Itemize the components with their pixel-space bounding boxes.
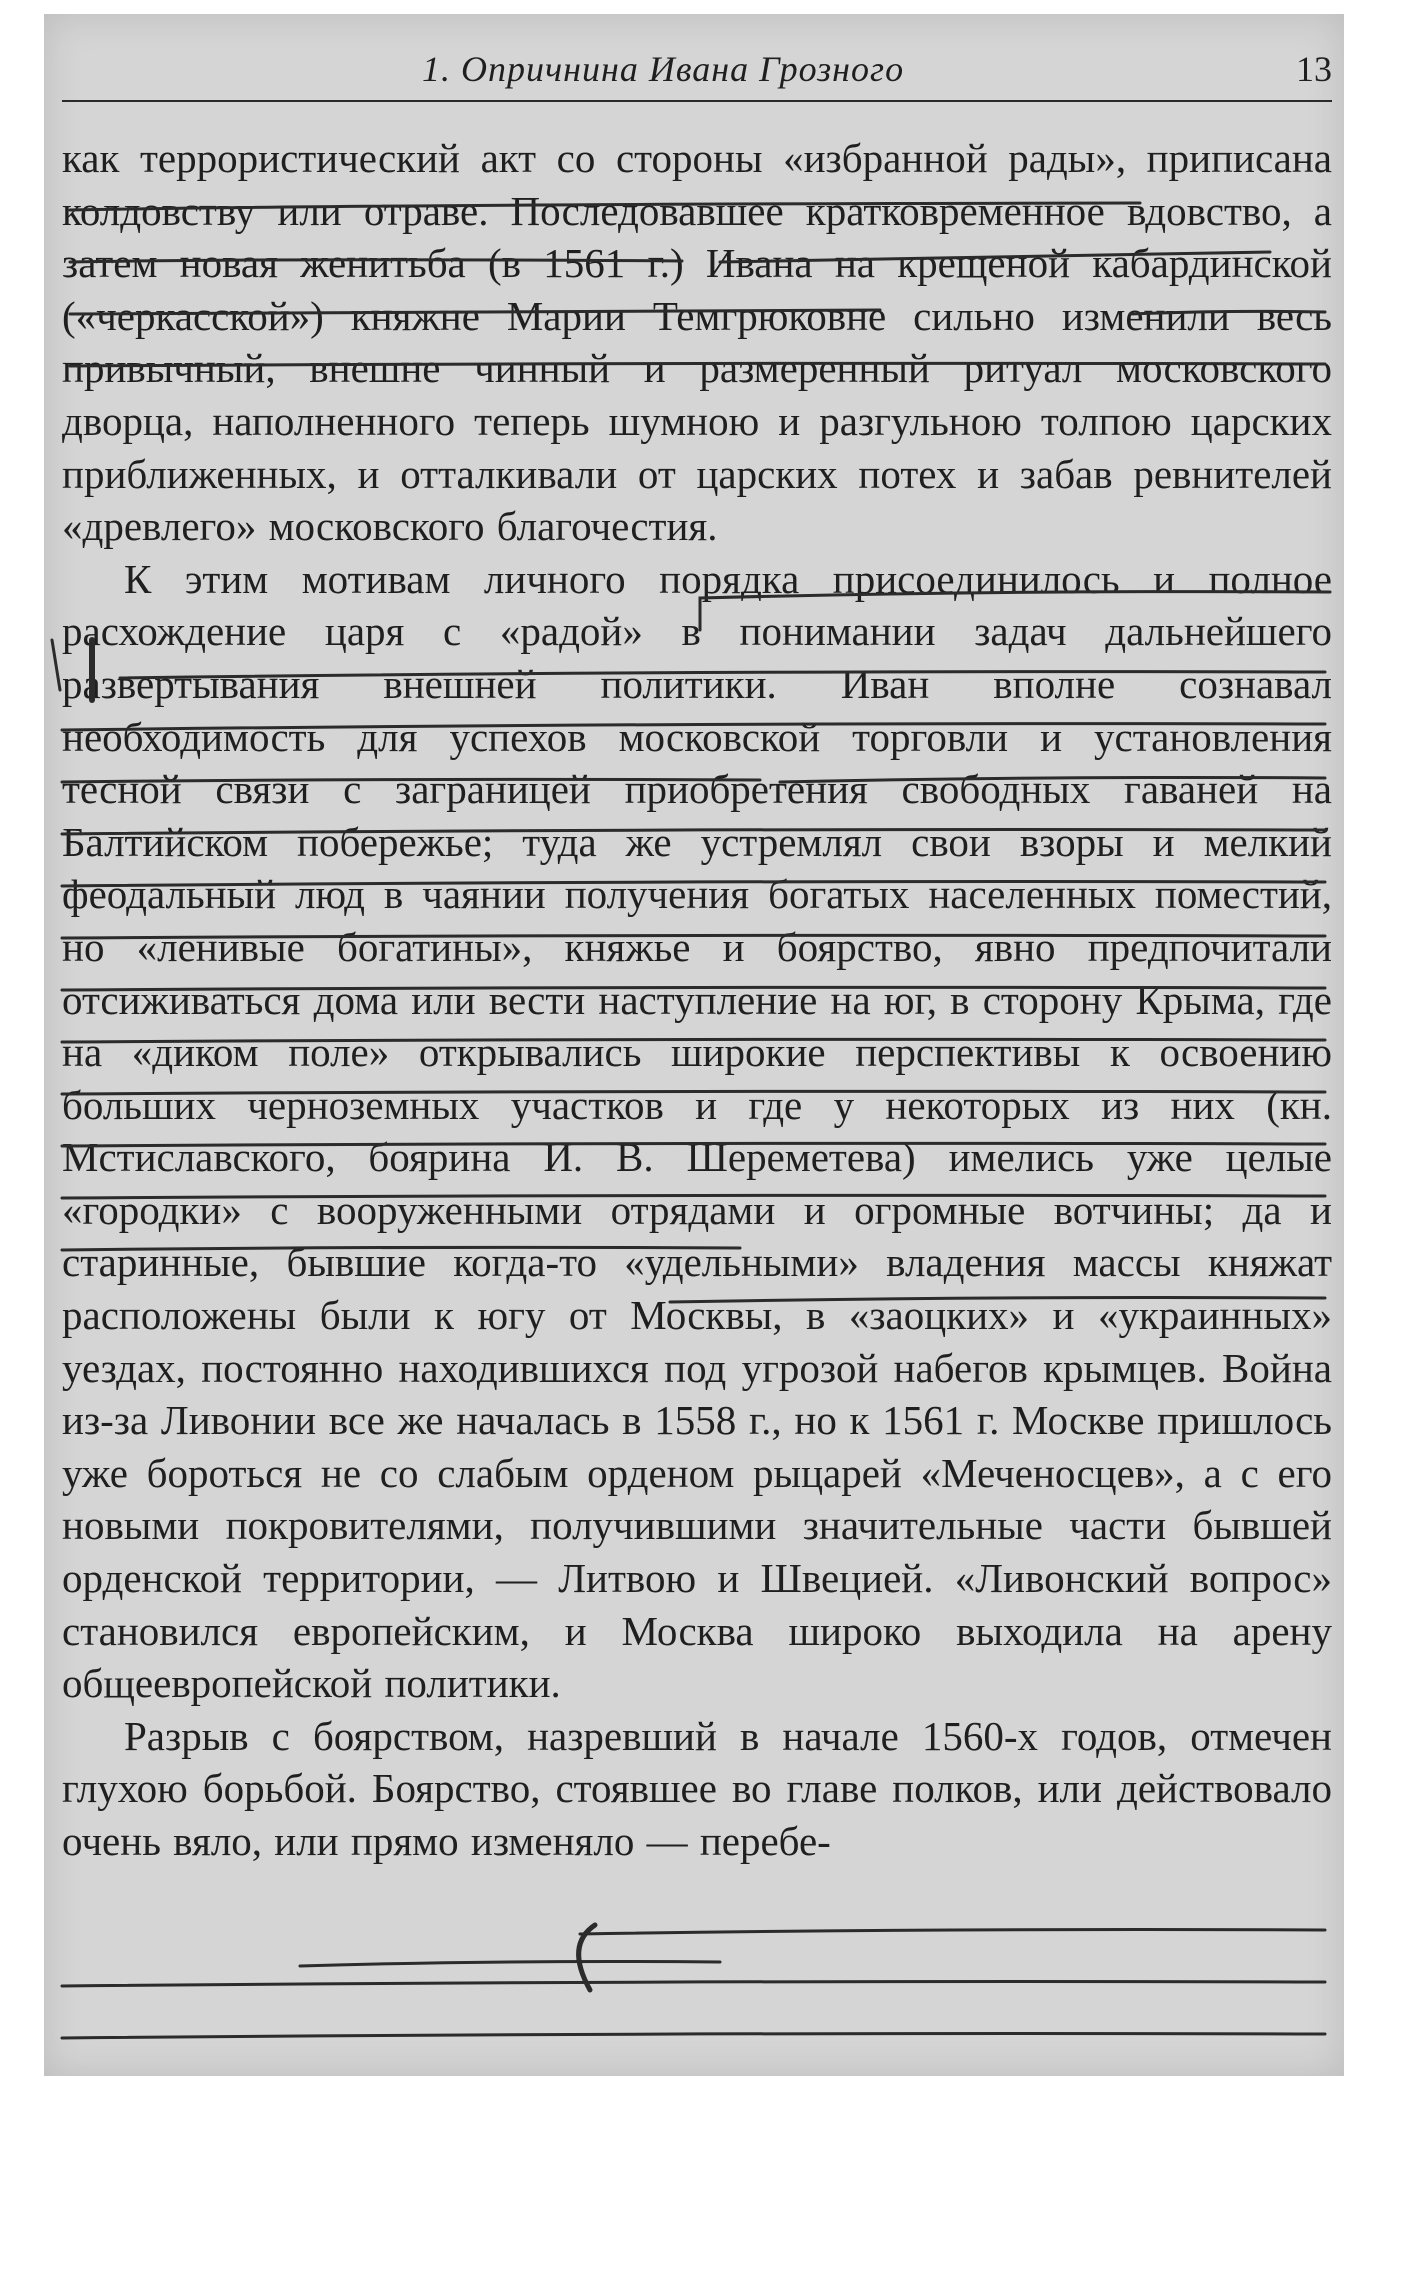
running-title: 1. Опричнина Ивана Грозного: [422, 49, 905, 89]
body-text: [62, 132, 1332, 1868]
book-page: [62, 40, 1332, 1868]
page-number: 13: [1296, 49, 1332, 89]
paragraph-1: как террористический акт со стороны «избранной рады», приписана колдовству или отраве. Последовавшее кратковременное вдовство, а затем новая женитьба (в 1561 г.) Ивана на крещеной кабардинской («черкасской») княжне Марии Темгрюковне сильно изменили весь привычный, внешне чинный и размеренный ритуал московского дворца, наполненного теперь шумною и разгульною толпою царских приближенных, и отталкивали от царских потех и забав ревнителей «древлего» московского благочестия.: [62, 135, 1332, 550]
paragraph-3: Разрыв с боярством, назревший в начале 1560-х годов, отмечен глухою борьбой. Боярство, стоявшее во главе полков, или действовало очень вяло, или прямо изменяло — перебе-: [62, 1712, 1332, 1864]
running-header: [62, 40, 1332, 102]
paragraph-2: К этим мотивам личного порядка присоединилось и полное расхождение царя с «радой» в понимании задач дальнейшего развертывания внешней политики. Иван вполне сознавал необходимость для успехов московской торговли и установления тесной связи с заграницей приобретения свободных гаваней на Балтийском побережье; туда же устремлял свои взоры и мелкий феодальный люд в чаянии получения богатых населенных поместий, но «ленивые богатины», княжье и боярство, явно предпочитали отсиживаться дома или вести наступление на юг, в сторону Крыма, где на «диком поле» открывались широкие перспективы к освоению больших черноземных участков и где у некоторых из них (кн. Мстиславского, боярина И. В. Шереметева) имелись уже целые «городки» с вооруженными отрядами и огромные вотчины; да и старинные, бывшие когда-то «удельными» владения массы княжат расположены были к югу от Москвы, в «заоцких» и «украинных» уездах, постоянно находившихся под угрозой набегов крымцев. Война из-за Ливонии все же началась в 1558 г., но к 1561 г. Москве пришлось уже бороться не со слабым орденом рыцарей «Меченосцев», а с его новыми покровителями, получившими значительные части бывшей орденской территории, — Литвою и Швецией. «Ливонский вопрос» становился европейским, и Москва широко выходила на арену общеевропейской политики.: [62, 555, 1332, 1707]
